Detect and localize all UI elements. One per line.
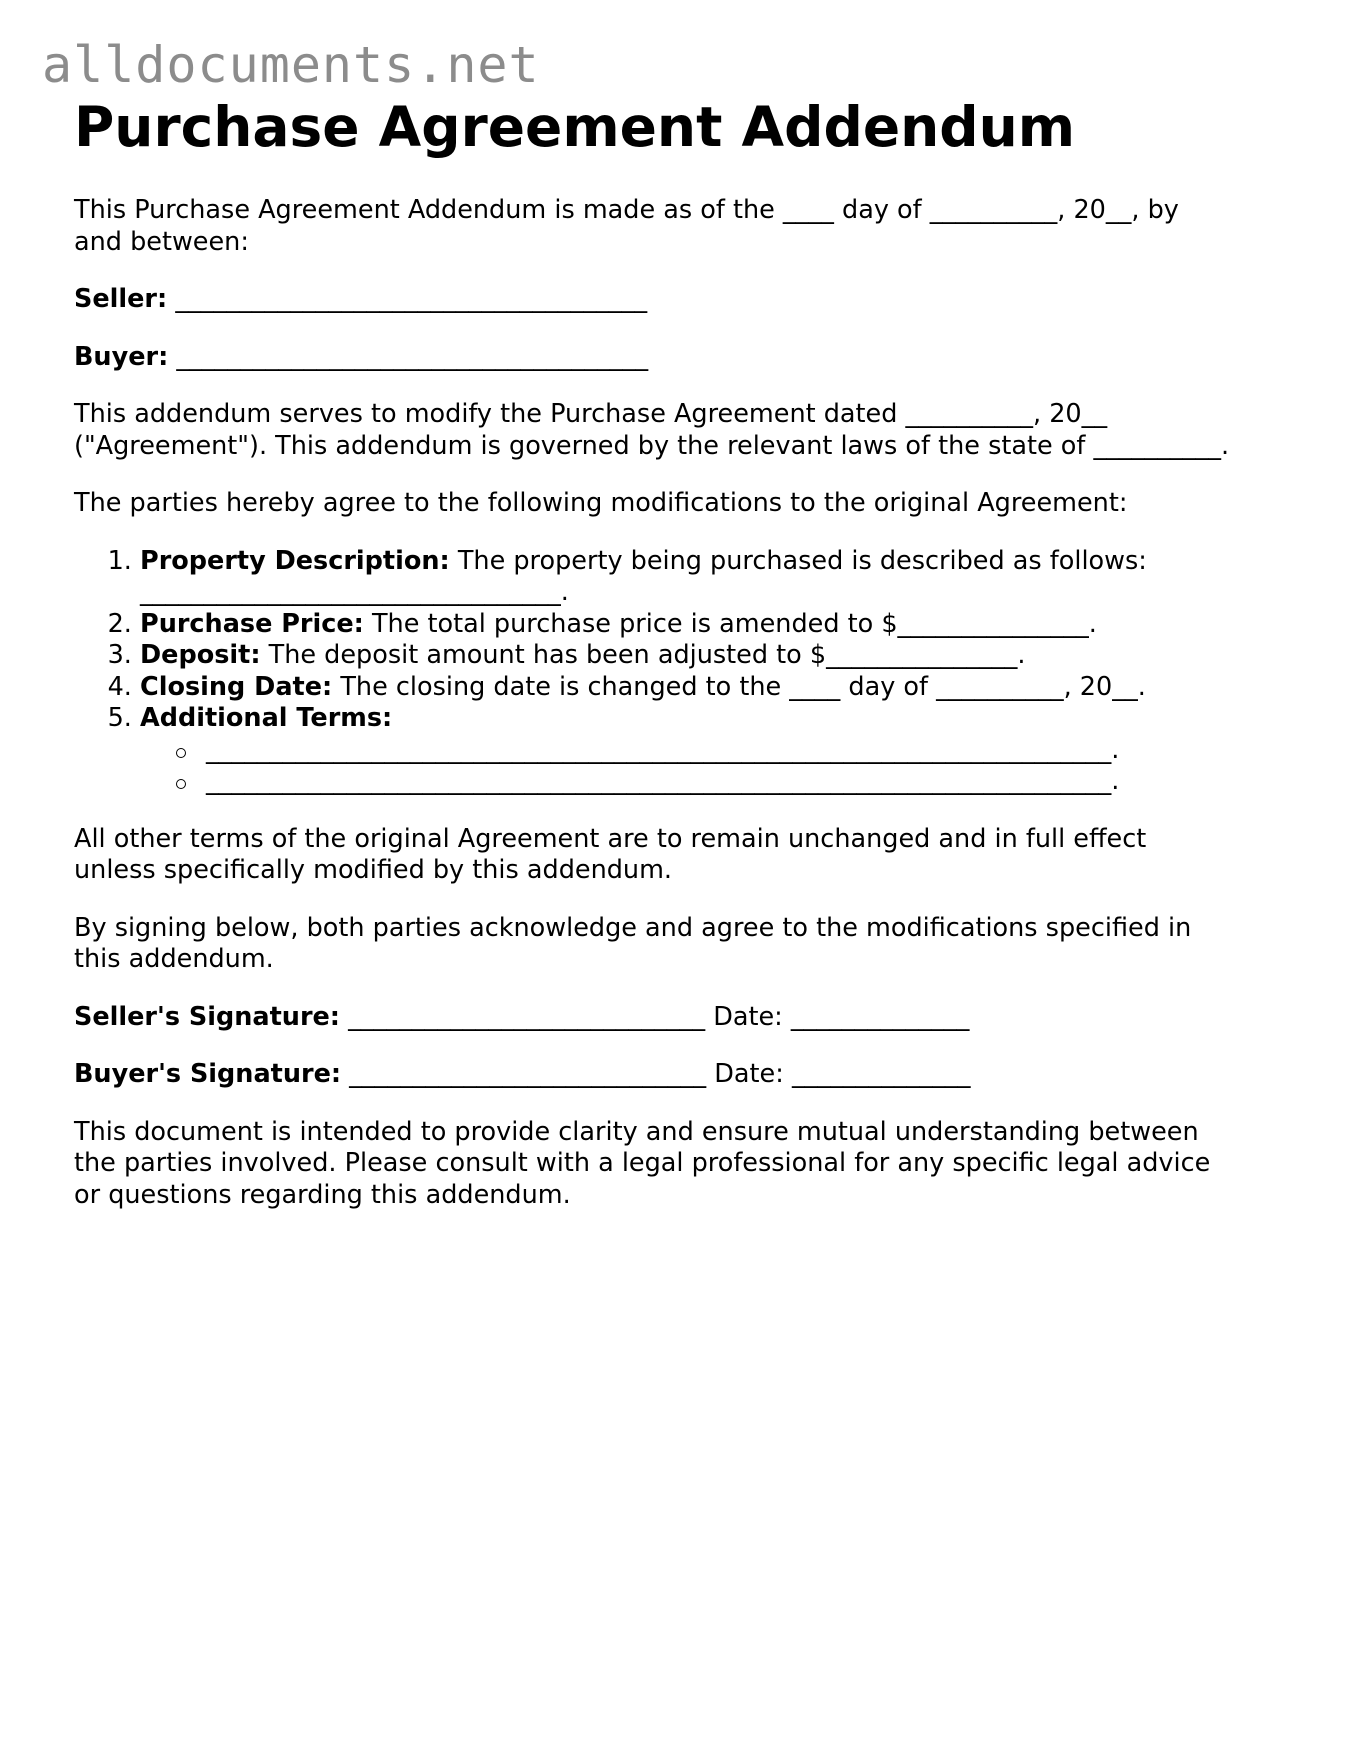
- modification-additional-terms: [140, 703, 1284, 798]
- watermark-logo: alldocuments.net: [42, 36, 540, 94]
- seller-field: [74, 284, 1284, 316]
- modification-property-description: [140, 546, 1284, 609]
- document-title: Purchase Agreement Addendum: [74, 95, 1076, 159]
- seller-label: Seller:: [74, 284, 168, 315]
- buyer-signature-line: [74, 1059, 1284, 1091]
- buyer-signature-label: Buyer's Signature:: [74, 1059, 342, 1090]
- modify-line-1: This addendum serves to modify the Purchase Agreement dated __________, 20__: [74, 399, 1108, 430]
- disclaimer-line-2: the parties involved. Please consult with a legal professional for any specific legal advice: [74, 1148, 1211, 1179]
- seller-signature-date: Date: ______________: [705, 1001, 970, 1032]
- seller-signature-line: [74, 1002, 1284, 1034]
- additional-term-item: _______________________________________________________________________.: [176, 766, 1284, 798]
- seller-blank: _____________________________________: [167, 284, 648, 315]
- modify-paragraph: [74, 399, 1284, 462]
- modifications-list: [74, 546, 1284, 798]
- agree-paragraph: The parties hereby agree to the following modifications to the original Agreement:: [74, 488, 1128, 519]
- intro-line-2: and between:: [74, 226, 249, 257]
- additional-term-item: _______________________________________________________________________.: [176, 735, 1284, 767]
- document-page: [74, 96, 1284, 1237]
- modification-deposit: [140, 640, 1284, 672]
- acknowledge-line-2: this addendum.: [74, 944, 274, 975]
- buyer-blank: _____________________________________: [168, 341, 649, 372]
- deposit-label: Deposit:: [140, 640, 261, 671]
- buyer-signature-date: Date: ______________: [706, 1059, 971, 1090]
- modify-line-2: ("Agreement"). This addendum is governed by the relevant laws of the state of __________.: [74, 430, 1230, 461]
- property-description-blank: _________________________________.: [140, 577, 569, 608]
- seller-signature-label: Seller's Signature:: [74, 1001, 341, 1032]
- deposit-text: The deposit amount has been adjusted to $_______________.: [260, 640, 1026, 671]
- closing-date-label: Closing Date:: [140, 671, 333, 702]
- closing-date-text: The closing date is changed to the ____ day of __________, 20__.: [332, 671, 1146, 702]
- disclaimer-line-3: or questions regarding this addendum.: [74, 1179, 571, 1210]
- additional-terms-list: [140, 735, 1284, 798]
- property-description-text: The property being purchased is described as follows:: [449, 545, 1147, 576]
- seller-signature-blank: ____________________________: [340, 1001, 706, 1032]
- purchase-price-text: The total purchase price is amended to $_______________.: [363, 608, 1097, 639]
- disclaimer-line-1: This document is intended to provide clarity and ensure mutual understanding between: [74, 1116, 1199, 1147]
- buyer-label: Buyer:: [74, 341, 169, 372]
- unchanged-line-2: unless specifically modified by this addendum.: [74, 855, 673, 886]
- unchanged-paragraph: [74, 824, 1284, 887]
- acknowledge-line-1: By signing below, both parties acknowledge and agree to the modifications specified in: [74, 912, 1192, 943]
- property-description-label: Property Description:: [140, 545, 450, 576]
- modification-purchase-price: [140, 609, 1284, 641]
- acknowledge-paragraph: [74, 913, 1284, 976]
- buyer-signature-blank: ____________________________: [341, 1059, 707, 1090]
- buyer-field: [74, 342, 1284, 374]
- purchase-price-label: Purchase Price:: [140, 608, 364, 639]
- intro-paragraph: [74, 195, 1284, 258]
- additional-terms-label: Additional Terms:: [140, 703, 393, 734]
- modification-closing-date: [140, 672, 1284, 704]
- disclaimer-paragraph: [74, 1117, 1284, 1212]
- intro-line-1: This Purchase Agreement Addendum is made as of the ____ day of __________, 20__, by: [74, 195, 1179, 226]
- unchanged-line-1: All other terms of the original Agreement are to remain unchanged and in full effect: [74, 823, 1147, 854]
